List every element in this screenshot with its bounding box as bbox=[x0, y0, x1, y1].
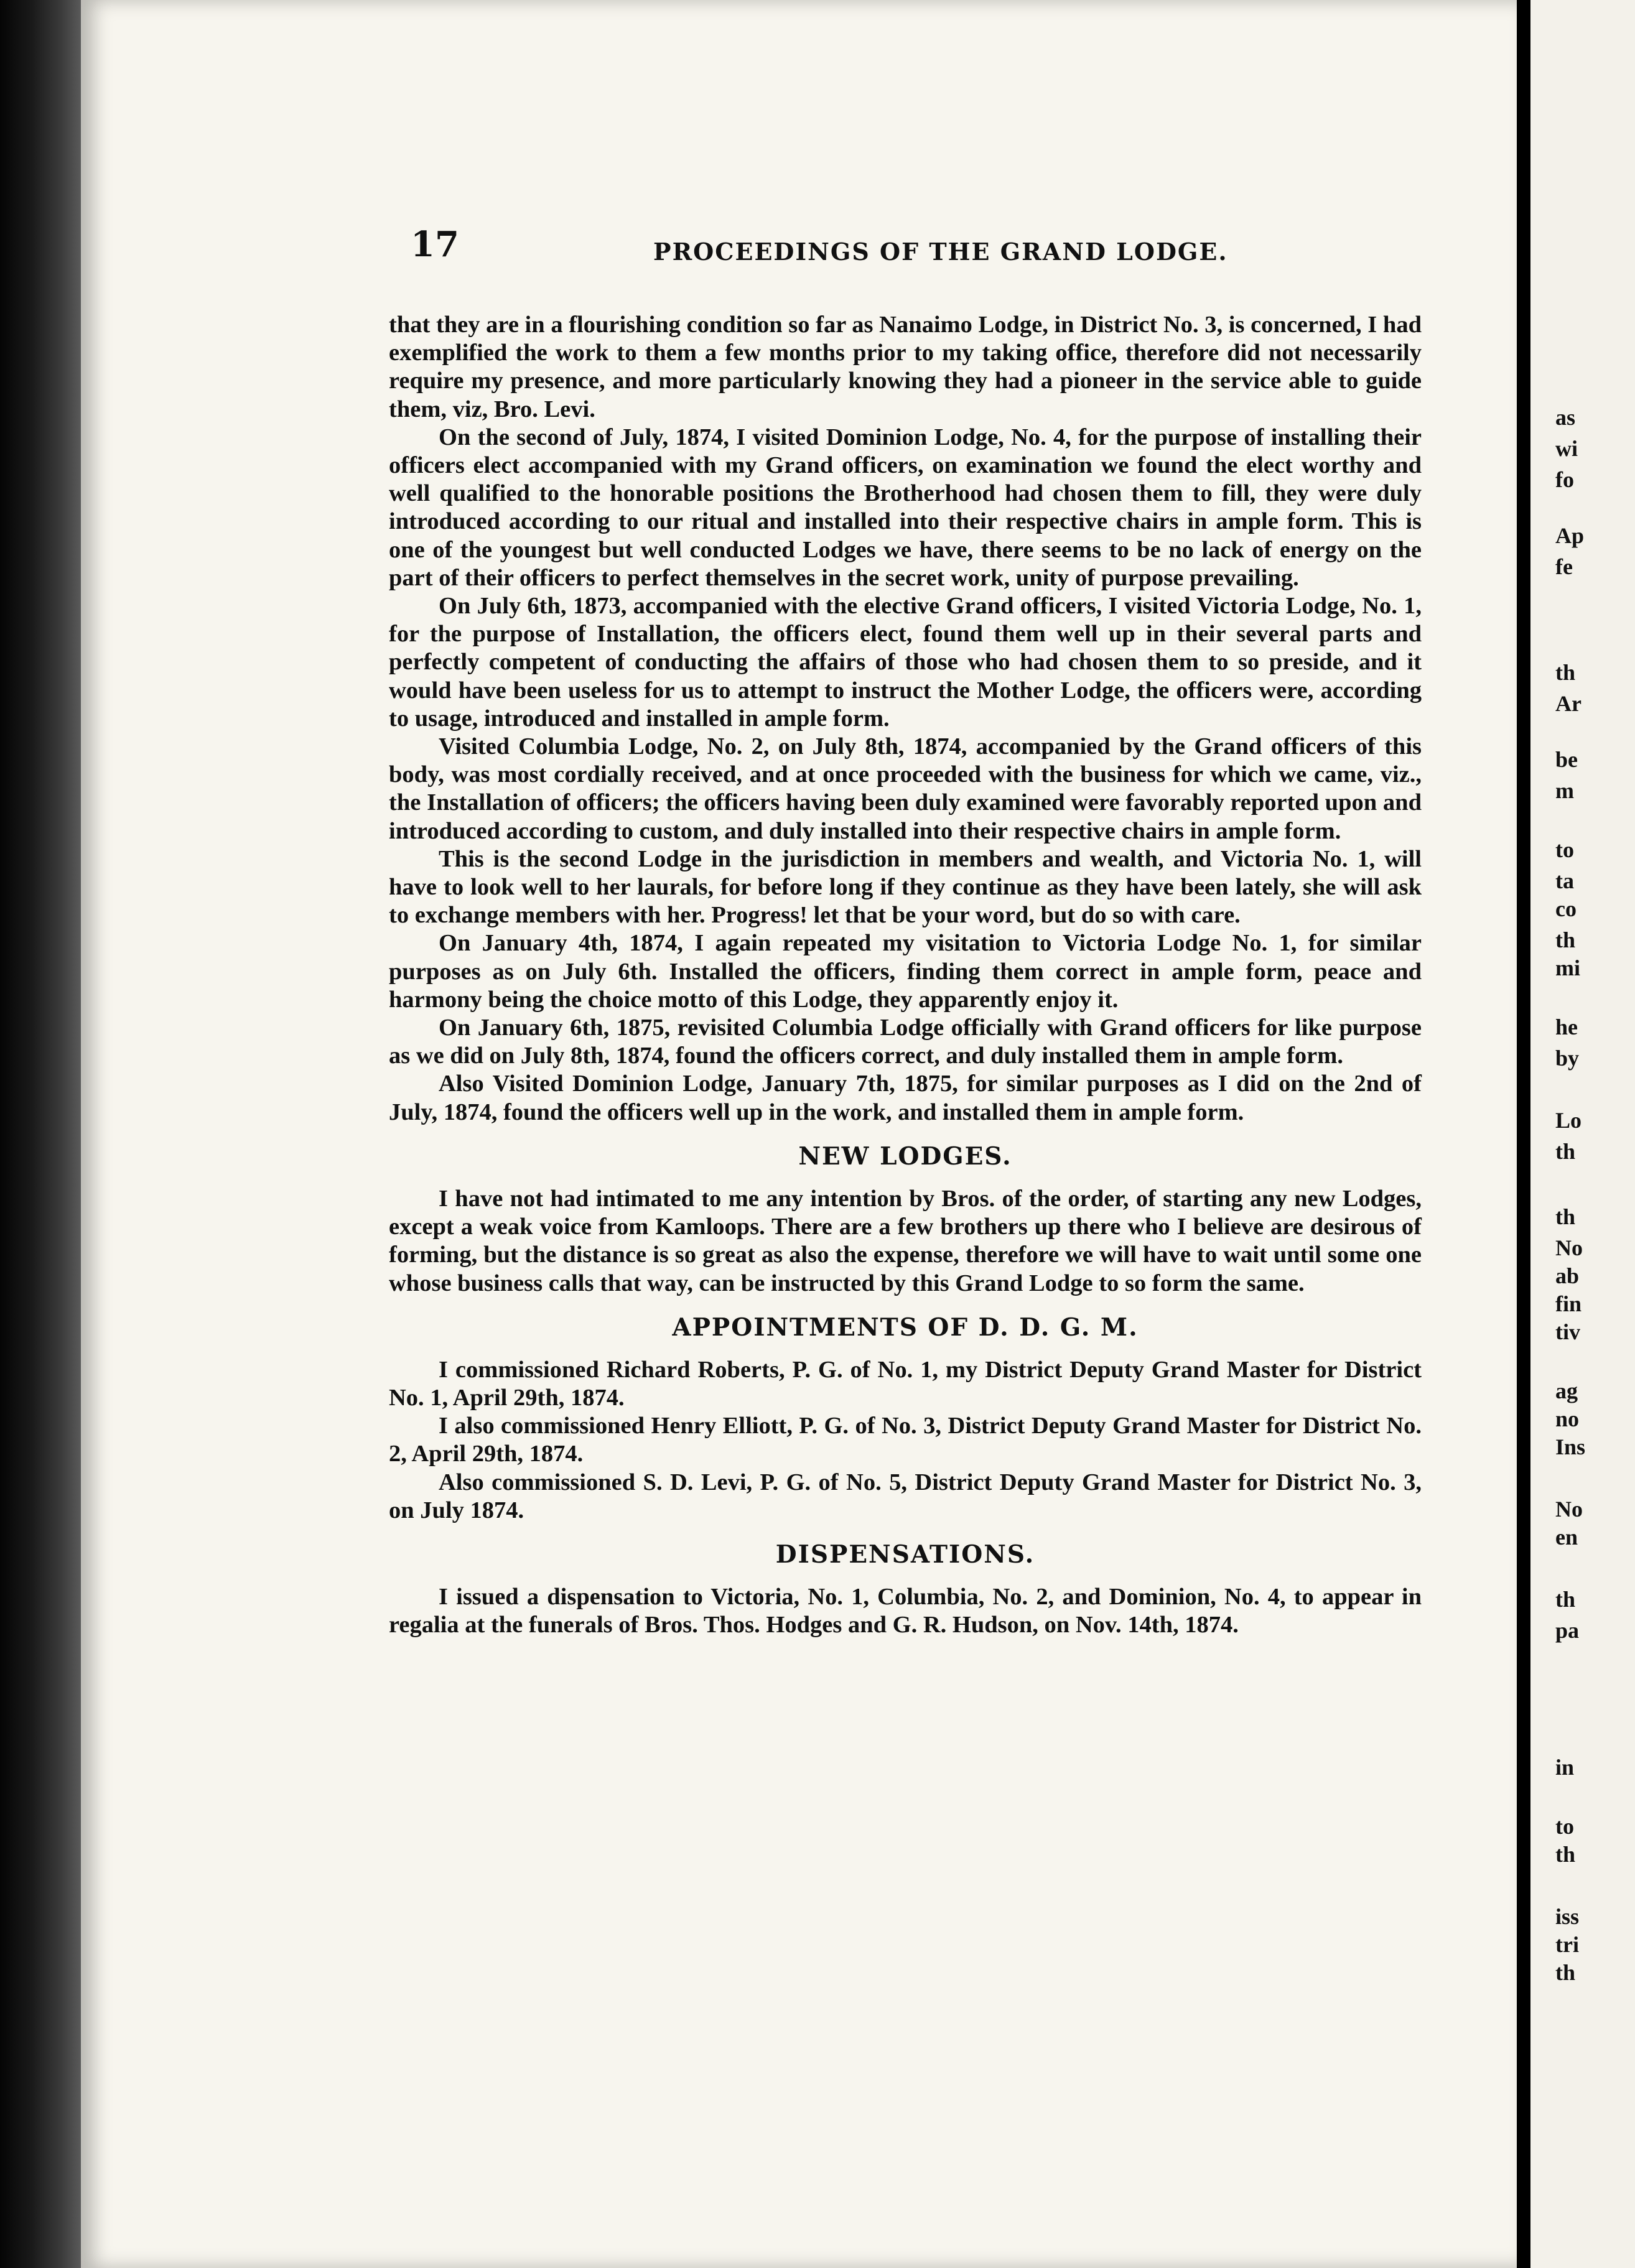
facing-page-fragment: m bbox=[1555, 778, 1574, 803]
heading-dispensations: DISPENSATIONS. bbox=[775, 1540, 1035, 1569]
facing-page-fragment: th bbox=[1555, 1842, 1576, 1867]
heading-appointments: APPOINTMENTS OF D. D. G. M. bbox=[672, 1313, 1139, 1342]
facing-page-fragment: no bbox=[1555, 1406, 1580, 1431]
facing-page-fragment: Ap bbox=[1555, 523, 1585, 548]
facing-page-fragment: fo bbox=[1555, 467, 1574, 492]
facing-page-fragment: No bbox=[1555, 1497, 1583, 1522]
running-head bbox=[411, 224, 1431, 280]
paragraph-appointment-levi: Also commissioned S. D. Levi, P. G. of No. 5, District Deputy Grand Master for District No. 3, on July 1874. bbox=[389, 1469, 1422, 1523]
paragraph-columbia-visit: Visited Columbia Lodge, No. 2, on July 8th, 1874, accompanied by the Grand officers of this body, was most cordially received, and at once proceeded with the business for which we came, viz., the Installation of officers; the officers having been duly examined were favorably reported upon and introduced according to custom, and duly installed into their respective chairs in ample form. bbox=[389, 733, 1422, 844]
facing-page-fragment: pa bbox=[1555, 1618, 1580, 1643]
facing-page-fragment: en bbox=[1555, 1525, 1578, 1550]
facing-page-fragment: in bbox=[1555, 1755, 1575, 1780]
facing-page-fragment: th bbox=[1555, 1960, 1576, 1985]
facing-page-fragment: ta bbox=[1555, 868, 1574, 893]
facing-page-fragment: iss bbox=[1555, 1904, 1580, 1929]
facing-page-fragment: Ar bbox=[1555, 691, 1581, 716]
facing-page-fragment: th bbox=[1555, 1204, 1576, 1229]
paragraph-victoria-visit: On July 6th, 1873, accompanied with the elective Grand officers, I visited Victoria Lodge, No. 1, for the purpose of Installation, the officers elect, found them well up in their several parts and perfectly competent of conducting the affairs of those who had chosen them to so preside, and it would have been useless for us to attempt to instruct the Mother Lodge, the officers were, according to usage, introduced and installed in ample form. bbox=[389, 593, 1422, 732]
paragraph-new-lodges: I have not had intimated to me any intention by Bros. of the order, of starting any new Lodges, except a weak voice from Kamloops. There are a few brothers up there who I believe are desirous of forming, but the distance is so great as also the expense, therefore we will have to wait until some one whose business calls that way, can be instructed by this Grand Lodge to so form the same. bbox=[389, 1185, 1422, 1296]
paragraph-january-7th: Also Visited Dominion Lodge, January 7th, 1875, for similar purposes as I did on the 2nd of July, 1874, found the officers well up in the work, and installed them in ample form. bbox=[389, 1071, 1422, 1125]
facing-page-fragment: ab bbox=[1555, 1263, 1580, 1288]
facing-page-fragment: wi bbox=[1555, 436, 1578, 461]
page-number: 17 bbox=[411, 224, 459, 265]
facing-page-fragment: fe bbox=[1555, 554, 1573, 579]
heading-new-lodges: NEW LODGES. bbox=[798, 1141, 1012, 1171]
facing-page-fragment: to bbox=[1555, 1814, 1574, 1839]
book-binding-edge bbox=[0, 0, 81, 2268]
facing-page-fragment: th bbox=[1555, 1587, 1576, 1612]
facing-page-fragment: to bbox=[1555, 837, 1574, 862]
facing-page-fragment: by bbox=[1555, 1046, 1580, 1071]
paragraph-second-lodge: This is the second Lodge in the jurisdiction in members and wealth, and Victoria No. 1, will have to look well to her laurals, for before long if they continue as they have been lately, she will ask to exchange members with her. Progress! let that be your word, but do so with care. bbox=[389, 845, 1422, 929]
facing-page-fragment: be bbox=[1555, 747, 1578, 772]
page-title: PROCEEDINGS OF THE GRAND LODGE. bbox=[653, 238, 1228, 266]
facing-page-fragment: Lo bbox=[1555, 1108, 1582, 1133]
facing-page-fragment: th bbox=[1555, 927, 1576, 952]
facing-page-fragment: tiv bbox=[1555, 1319, 1580, 1344]
facing-page-fragment: co bbox=[1555, 896, 1577, 921]
page-gutter bbox=[1517, 0, 1530, 2268]
paragraph-appointment-elliott: I also commissioned Henry Elliott, P. G. of No. 3, District Deputy Grand Master for District No. 2, April 29th, 1874. bbox=[389, 1413, 1422, 1467]
paragraph-january-6th: On January 6th, 1875, revisited Columbia Lodge officially with Grand officers for like purpose as we did on July 8th, 1874, found the officers correct, and duly installed them in ample form. bbox=[389, 1015, 1422, 1069]
body-text bbox=[389, 311, 1422, 1639]
facing-page-fragment: as bbox=[1555, 405, 1576, 430]
facing-page bbox=[1530, 0, 1635, 2268]
paragraph-january-4th: On January 4th, 1874, I again repeated my visitation to Victoria Lodge No. 1, for similar purposes as on July 6th. Installed the officers, finding them correct in ample form, peace and harmony being the choice motto of this Lodge, they apparently enjoy it. bbox=[389, 930, 1422, 1013]
facing-page-text bbox=[1555, 0, 1635, 2268]
facing-page-fragment: th bbox=[1555, 1139, 1576, 1164]
facing-page-fragment: th bbox=[1555, 660, 1576, 685]
paragraph-nanaimo: that they are in a flourishing condition so far as Nanaimo Lodge, in District No. 3, is concerned, I had exemplified the work to them a few months prior to my taking office, therefore did not necessarily require my presence, and more particularly knowing they had a pioneer in the service able to guide them, viz, Bro. Levi. bbox=[389, 312, 1422, 422]
facing-page-fragment: he bbox=[1555, 1015, 1578, 1039]
facing-page-fragment: fin bbox=[1555, 1291, 1582, 1316]
paragraph-dispensation: I issued a dispensation to Victoria, No. 1, Columbia, No. 2, and Dominion, No. 4, to appear in regalia at the funerals of Bros. Thos. Hodges and G. R. Hudson, on Nov. 14th, 1874. bbox=[389, 1583, 1422, 1638]
facing-page-fragment: ag bbox=[1555, 1378, 1578, 1403]
facing-page-fragment: mi bbox=[1555, 955, 1580, 980]
facing-page-fragment: Ins bbox=[1555, 1434, 1586, 1459]
paragraph-dominion-visit: On the second of July, 1874, I visited Dominion Lodge, No. 4, for the purpose of installing their officers elect accompanied with my Grand officers, on examination we found the elect worthy and well qualified to the honorable positions the Brotherhood had chosen them to fill, they were duly introduced according to our ritual and installed into their respective chairs in ample form. This is one of the youngest but well conducted Lodges we have, there seems to be no lack of energy on the part of their officers to perfect themselves in the secret work, unity of purpose prevailing. bbox=[389, 424, 1422, 591]
facing-page-fragment: tri bbox=[1555, 1932, 1579, 1957]
facing-page-fragment: No bbox=[1555, 1235, 1583, 1260]
paragraph-appointment-roberts: I commissioned Richard Roberts, P. G. of No. 1, my District Deputy Grand Master for District No. 1, April 29th, 1874. bbox=[389, 1356, 1422, 1411]
